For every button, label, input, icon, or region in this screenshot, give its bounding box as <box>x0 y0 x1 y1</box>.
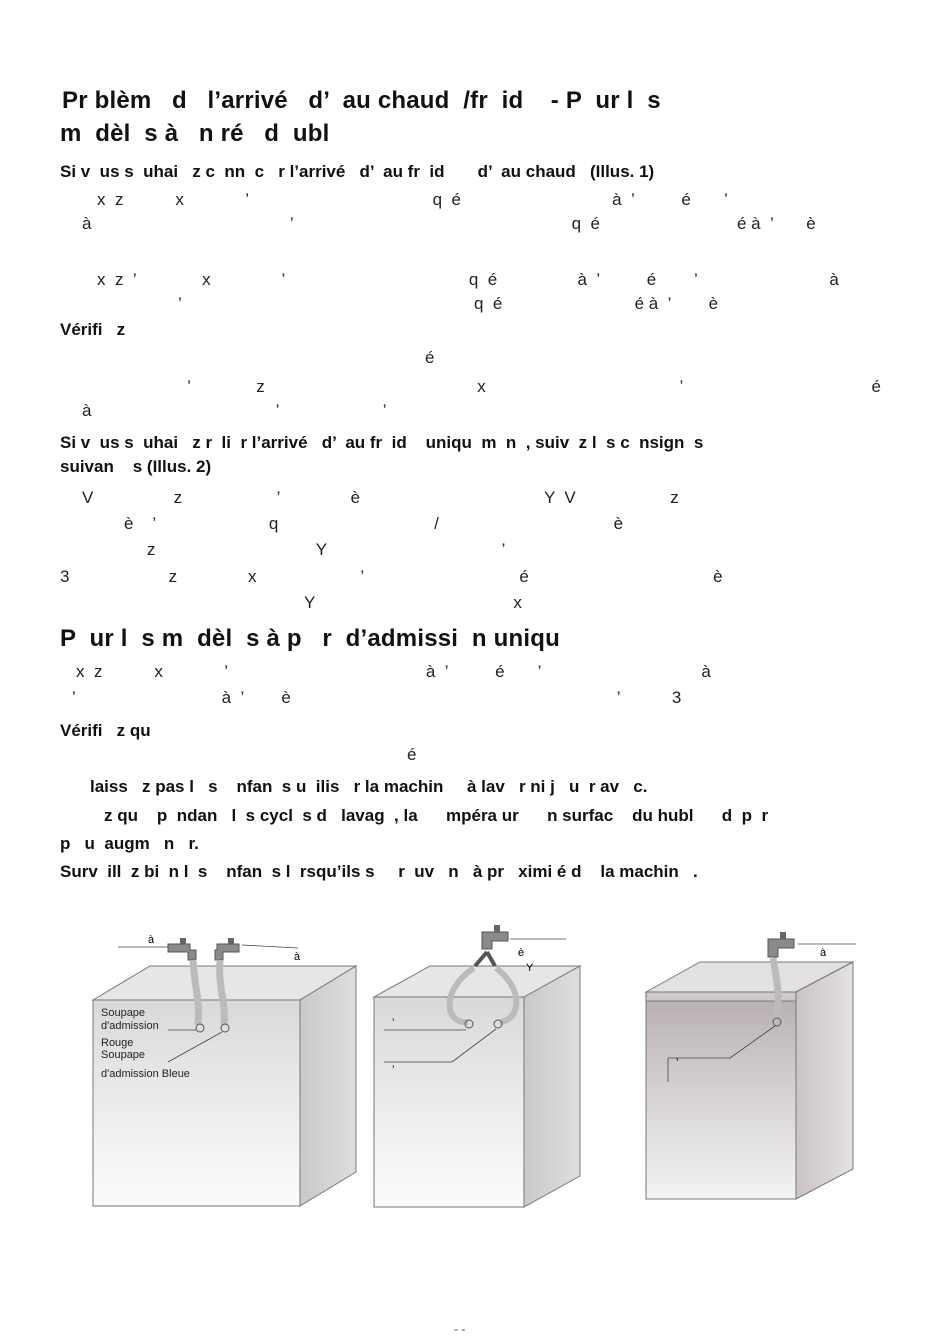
figure-1-dual-inlet <box>93 934 356 1206</box>
tap-icon <box>482 932 508 949</box>
hot-tap-icon <box>168 944 196 960</box>
fig1-tap-right-label: à <box>294 951 301 963</box>
text-fragment: x z ’ x ’ q é à ’ é ’ à <box>97 270 839 289</box>
washer-side <box>524 966 580 1207</box>
fig1-label-admission-bleue: d'admission Bleue <box>101 1068 190 1080</box>
text-fragment: z Y ’ <box>147 540 506 559</box>
text-fragment: è ’ q / è <box>124 514 624 533</box>
tap-handle-icon <box>494 925 500 932</box>
fig1-tap-left-label: à <box>148 934 155 946</box>
cold-tap-icon <box>215 944 239 960</box>
figure-3-single-inlet <box>646 932 856 1199</box>
tap-handle-icon <box>180 938 186 944</box>
fig1-label-soupape: Soupape <box>101 1007 146 1019</box>
text-fragment: ’ q é é à ’ è <box>178 294 719 313</box>
text-fragment: x z x ’ à ’ é ’ à <box>76 662 711 681</box>
text-fragment: é <box>407 745 417 764</box>
subhead-cold-only-2: suivan s (Illus. 2) <box>60 457 212 476</box>
washer-front <box>646 1001 796 1199</box>
text-fragment: ’ à ’ è ’ 3 <box>72 688 682 707</box>
text-fragment: à ’ q é é à ’ è <box>82 214 816 233</box>
fig2-label-q2: ’ <box>392 1064 395 1076</box>
fig2-label-e: è <box>518 947 525 959</box>
figure-2-y-connector <box>374 925 580 1207</box>
page-number: - - <box>454 1322 466 1336</box>
washer-top-edge <box>646 992 796 1001</box>
fig1-label-admission: d'admission <box>101 1020 159 1032</box>
warning-children-use: laiss z pas l s nfan s u ilis r la machin à lav r ni j u r av c. <box>90 777 648 796</box>
subhead-cold-only: Si v us s uhai z r li r l’arrivé d’ au fr id uniqu m n , suiv z l s c nsign s <box>60 433 704 452</box>
page-title-line1: Pr blèm d l’arrivé d’ au chaud /fr id - P ur l s <box>62 87 661 114</box>
page-title-line2: m dèl s à n ré d ubl <box>60 120 330 147</box>
fig2-label-q1: ’ <box>392 1017 395 1029</box>
fig1-label-rouge: Rouge <box>101 1037 134 1049</box>
fig3-label-q: ’ <box>676 1057 679 1069</box>
tap-icon <box>768 939 794 957</box>
warning-supervise: Surv ill z bi n l s nfan s l rsqu’ils s r uv n à pr ximi é d la machin . <box>60 862 698 881</box>
tap-handle-icon <box>228 938 234 944</box>
washer-side <box>300 966 356 1206</box>
warning-temperature-2: p u augm n r. <box>60 834 199 853</box>
subhead-hot-cold: Si v us s uhai z c nn c r l’arrivé d’ au fr id d’ au chaud (Illus. 1) <box>60 162 655 181</box>
section-heading-single-inlet: P ur l s m dèl s à p r d’admissi n uniqu <box>60 625 560 652</box>
warning-temperature: z qu p ndan l s cycl s d lavag , la mpéra ur n surfac du hubl d p r <box>104 806 769 825</box>
text-fragment: 3 z x ’ é è <box>60 567 723 586</box>
fig3-label-a: à <box>820 947 827 959</box>
text-fragment: Y x <box>304 593 522 612</box>
text-fragment: ’ z x ’ é <box>187 377 881 396</box>
fig1-label-soupape-2: Soupape <box>101 1049 146 1061</box>
verify-heading: Vérifi z <box>60 320 126 339</box>
text-fragment: é <box>425 348 435 367</box>
washer-side <box>796 962 853 1199</box>
fig2-label-y: Y <box>526 962 534 974</box>
verify-heading-2: Vérifi z qu <box>60 721 151 740</box>
text-fragment: x z x ’ q é à ’ é ’ <box>97 190 728 209</box>
tap-handle-icon <box>780 932 786 939</box>
text-fragment: V z ’ è Y V z <box>82 488 679 507</box>
washer-front <box>374 997 524 1207</box>
text-fragment: à ’ ’ <box>82 401 387 420</box>
